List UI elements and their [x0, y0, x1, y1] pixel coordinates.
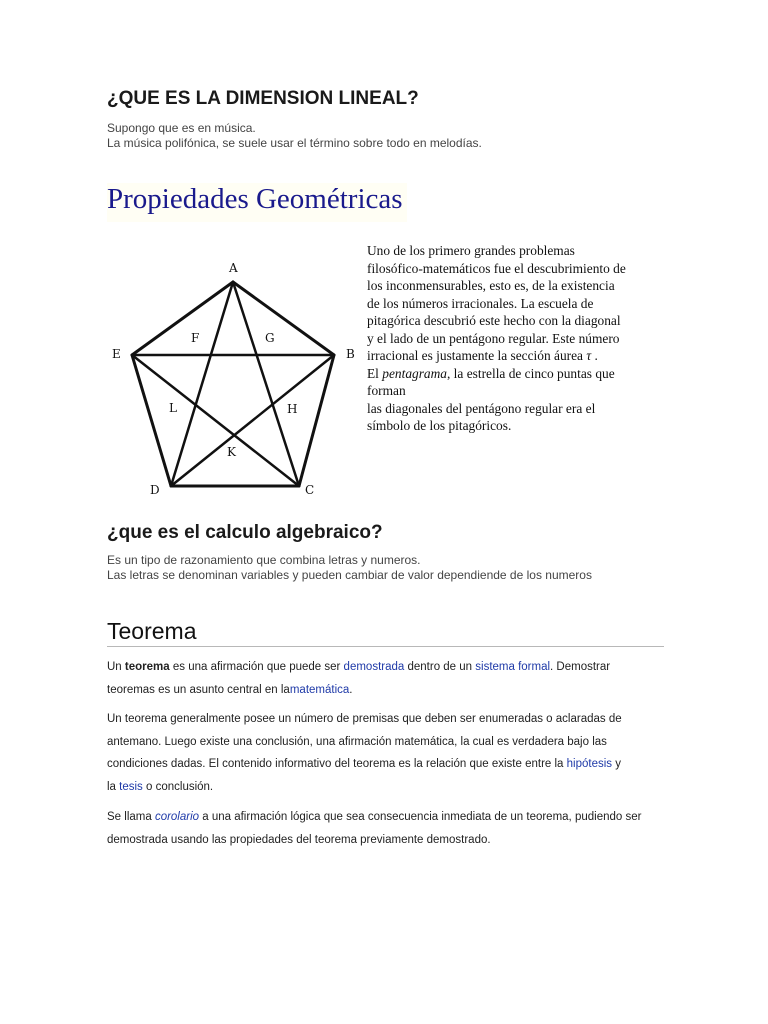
teorema-paragraph-1 [107, 656, 677, 701]
text-fragment: dentro de un [404, 661, 476, 673]
text-fragment: Un [107, 661, 125, 673]
diagonal-bd [171, 355, 334, 486]
corolario-link[interactable]: corolario [154, 811, 200, 823]
teorema-bold-term: teorema [124, 661, 170, 673]
matematica-link[interactable]: matemática [289, 683, 350, 696]
dimension-lineal-text [107, 121, 482, 151]
pentagram-diagram [100, 258, 370, 503]
diagonal-ec [132, 355, 299, 486]
dimension-lineal-line-2: La música polifónica, se suele usar el término sobre todo en melodías. [107, 136, 482, 150]
point-label-f: F [191, 331, 200, 345]
seccion-aurea-text: irracional es justamente la sección áurea [367, 348, 584, 363]
paragraph-line [367, 347, 667, 365]
propiedades-geometricas-heading: Propiedades Geométricas [107, 183, 407, 222]
side-ab [233, 282, 334, 355]
paragraph-line: antemano. Luego existe una conclusión, una afirmación matemática, la cual es verdadera bajo las [107, 735, 607, 748]
paragraph-line [107, 656, 677, 679]
calculo-line-2: Las letras se denominan variables y pueden cambiar de valor dependiende de los numeros [107, 568, 592, 582]
text-fragment: a una afirmación lógica que sea consecuencia inmediata de un teorema, pudiendo ser [199, 811, 642, 823]
period-text: . [594, 348, 598, 363]
paragraph-line: pitagórica descubrió este hecho con la diagonal [367, 313, 621, 328]
tesis-link[interactable]: tesis [119, 780, 143, 793]
pentagrama-term: pentagrama [382, 365, 447, 381]
paragraph-line [107, 776, 677, 799]
text-fragment: es una afirmación que puede ser [169, 661, 344, 673]
paragraph-line [107, 753, 677, 776]
demostrada-link[interactable]: demostrada [343, 661, 405, 673]
teorema-paragraph-2 [107, 708, 677, 798]
vertex-label-b: B [346, 347, 355, 361]
vertex-label-c: C [305, 483, 315, 497]
vertex-label-e: E [112, 347, 121, 361]
side-ea [132, 282, 233, 355]
paragraph-line: forman [367, 383, 406, 398]
paragraph-line [367, 365, 667, 383]
point-label-h: H [287, 402, 298, 416]
paragraph-line: filosófico-matemáticos fue el descubrimiento de [367, 260, 626, 276]
text-fragment: Se llama [107, 811, 155, 823]
dimension-lineal-heading: ¿QUE ES LA DIMENSION LINEAL? [107, 88, 419, 109]
tau-symbol: τ [586, 348, 592, 363]
teorema-paragraph-3 [107, 806, 677, 851]
calculo-algebraico-text [107, 553, 592, 583]
dimension-lineal-line-1: Supongo que es en música. [107, 121, 256, 135]
paragraph-line: las diagonales del pentágono regular era el [367, 400, 596, 416]
paragraph-line: demostrada usando las propiedades del teorema previamente demostrado. [107, 833, 491, 846]
side-bc [299, 355, 334, 486]
paragraph-line: y el lado de un pentágono regular. Este número [367, 330, 620, 346]
point-label-l: L [169, 401, 177, 415]
paragraph-line: Un teorema generalmente posee un número de premisas que deben ser enumeradas o aclaradas de [107, 713, 622, 725]
vertex-label-a: A [229, 261, 238, 275]
estrella-text: , la estrella de cinco puntas que [446, 365, 615, 381]
text-fragment: y [612, 758, 621, 770]
text-fragment: la [107, 780, 120, 793]
pitagoricos-paragraph [367, 242, 667, 435]
point-label-g: G [265, 331, 275, 345]
diagonal-ad [171, 282, 233, 486]
calculo-line-1: Es un tipo de razonamiento que combina letras y numeros. [107, 553, 421, 567]
paragraph-line [107, 679, 677, 702]
text-fragment: . Demostrar [550, 661, 611, 673]
text-fragment: o conclusión. [142, 780, 214, 793]
diagonal-ac [233, 282, 299, 486]
paragraph-line: los inconmensurables, esto es, de la existencia [367, 278, 615, 293]
teorema-heading: Teorema [107, 618, 664, 647]
text-fragment: teoremas es un asunto central en la [107, 683, 290, 696]
paragraph-line [107, 806, 677, 829]
vertex-label-d: D [150, 483, 160, 497]
hipotesis-link[interactable]: hipótesis [566, 758, 613, 770]
paragraph-line: de los números irracionales. La escuela de [367, 295, 594, 311]
text-fragment: . [349, 683, 353, 696]
calculo-algebraico-heading: ¿que es el calculo algebraico? [107, 522, 383, 543]
sistema-formal-link[interactable]: sistema formal [475, 661, 551, 673]
el-text: El [367, 365, 379, 381]
point-label-k: K [227, 445, 236, 459]
side-de [132, 355, 171, 486]
text-fragment: condiciones dadas. El contenido informativo del teorema es la relación que existe entre la [107, 758, 567, 770]
paragraph-line: Uno de los primero grandes problemas [367, 243, 575, 258]
paragraph-line: símbolo de los pitagóricos. [367, 418, 512, 433]
